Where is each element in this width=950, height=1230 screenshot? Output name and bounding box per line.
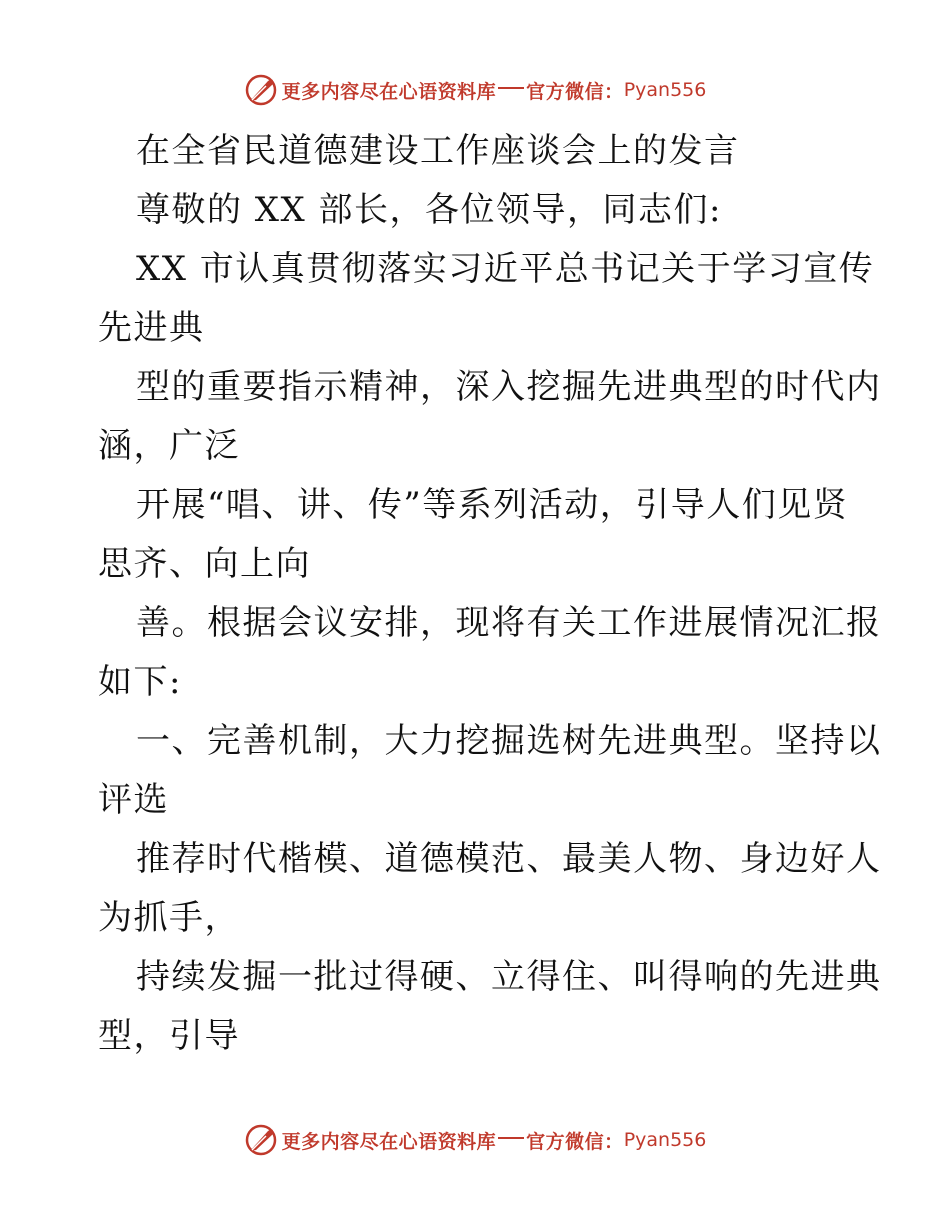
paragraph-line: 涵，广泛 [98,426,240,466]
paragraph-line: 型，引导 [98,1016,240,1056]
banner-dash [498,87,524,89]
quill-pen-logo-icon [244,73,278,107]
banner-wechat-label: 官方微信： [526,80,624,103]
quill-pen-logo-icon [244,1123,278,1157]
paragraph-line: 善。根据会议安排，现将有关工作进展情况汇报 [136,603,882,643]
paragraph-line: 推荐时代楷模、道德模范、最美人物、身边好人 [136,839,882,879]
footer-banner [0,1120,950,1160]
paragraph-line: 型的重要指示精神，深入挖掘先进典型的时代内 [136,367,882,407]
paragraph-line: 如下: [98,662,182,702]
banner-text: 更多内容尽在心语资料库 [281,1130,497,1153]
header-banner [0,70,950,110]
paragraph-line: 评选 [98,780,169,820]
salutation: 尊敬的 XX 部长，各位领导，同志们: [136,190,722,230]
document-title: 在全省民道德建设工作座谈会上的发言 [136,131,740,171]
document-body [98,122,882,1066]
banner-wechat-id: Pyan556 [623,79,707,101]
banner-wechat-id: Pyan556 [623,1129,707,1151]
section-heading-line: 一、完善机制，大力挖掘选树先进典型。坚持以 [136,721,882,761]
banner-dash [498,1137,524,1139]
paragraph-line: 持续发掘一批过得硬、立得住、叫得响的先进典 [136,957,882,997]
paragraph-line: 先进典 [98,308,205,348]
paragraph-line: XX 市认真贯彻落实习近平总书记关于学习宣传 [136,249,875,289]
banner-text: 更多内容尽在心语资料库 [281,80,497,103]
paragraph-line: 开展“唱、讲、传”等系列活动，引导人们见贤 [136,485,849,525]
paragraph-line: 思齐、向上向 [98,544,311,584]
paragraph-line: 为抓手， [98,898,240,938]
banner-wechat-label: 官方微信： [526,1130,624,1153]
